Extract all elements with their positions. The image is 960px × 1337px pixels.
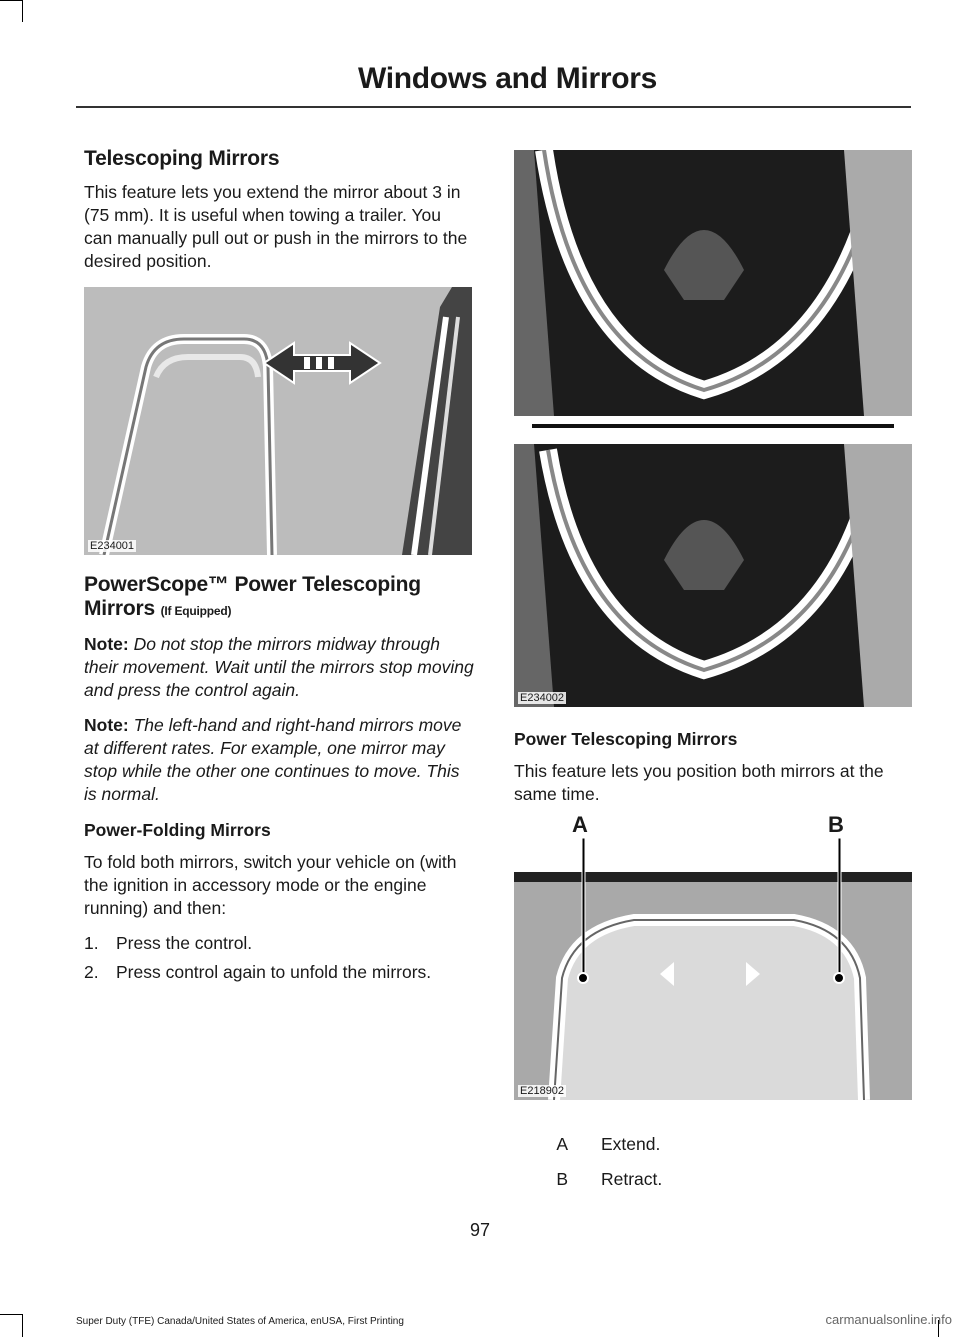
power-telescoping-heading: Power Telescoping Mirrors [514, 729, 738, 749]
step-number: 2. [84, 962, 99, 982]
legend-key: B [556, 1169, 568, 1189]
folding-steps [84, 932, 474, 984]
callout-label-b: B [828, 812, 844, 837]
edition-text: Super Duty (TFE) Canada/United States of America, enUSA, First Printing [76, 1316, 404, 1327]
step-text: Press control again to unfold the mirrors. [116, 962, 432, 982]
mirror-illustration [84, 287, 472, 555]
telescoping-figure [84, 287, 472, 555]
control-switch-illustration [514, 150, 912, 707]
callout-label-a: A [572, 812, 588, 837]
figure-code: E218902 [520, 1085, 565, 1097]
note-label: Note: [84, 715, 129, 735]
crop-mark [0, 0, 22, 1]
legend-text: Extend. [601, 1134, 661, 1154]
note-text: The left-hand and right-hand mirrors move at different rates. For example, one mirror may stop while the other one continues to move. This is normal. [84, 715, 462, 804]
left-column [84, 145, 474, 990]
folding-heading: Power-Folding Mirrors [84, 820, 271, 840]
crop-mark [22, 0, 23, 22]
step-number: 1. [84, 933, 99, 953]
powerscope-heading-suffix: (If Equipped) [160, 604, 232, 618]
right-column [514, 150, 912, 1204]
figure-code: E234001 [90, 540, 135, 552]
powerscope-heading [84, 573, 474, 623]
powerscope-heading-text: PowerScope™ Power Telescoping Mirrors [84, 573, 421, 620]
telescoping-body: This feature lets you extend the mirror about 3 in (75 mm). It is useful when towing a trailer. You can manually pull out or push in the mirrors to the desired position. [84, 182, 468, 271]
folding-body: To fold both mirrors, switch your vehicle on (with the ignition in accessory mode or the engine running) and then: [84, 852, 457, 918]
mirror-labeled-illustration [514, 810, 912, 1100]
note-label: Note: [84, 634, 129, 654]
step-text: Press the control. [116, 933, 253, 953]
power-telescoping-body: This feature lets you position both mirrors at the same time. [514, 761, 884, 804]
list-item [84, 932, 474, 955]
note-2 [84, 714, 474, 806]
legend-key: A [556, 1134, 568, 1154]
legend-row [514, 1134, 912, 1155]
telescoping-heading: Telescoping Mirrors [84, 147, 280, 170]
note-text: Do not stop the mirrors midway through their movement. Wait until the mirrors stop moving and press the control again. [84, 634, 474, 700]
page-number: 97 [469, 1220, 491, 1240]
header-divider [76, 106, 911, 108]
list-item [84, 961, 474, 984]
crop-mark [22, 1314, 23, 1337]
legend [514, 1134, 912, 1190]
page-title: Windows and Mirrors [357, 62, 657, 95]
watermark-site: carmanualsonline.info [825, 1312, 952, 1327]
figure-code: E234002 [520, 692, 565, 704]
switch-figure [514, 150, 912, 707]
note-1 [84, 633, 474, 702]
labeled-figure [514, 810, 912, 1100]
legend-row [514, 1169, 912, 1190]
crop-mark [0, 1314, 22, 1315]
legend-text: Retract. [601, 1169, 663, 1189]
